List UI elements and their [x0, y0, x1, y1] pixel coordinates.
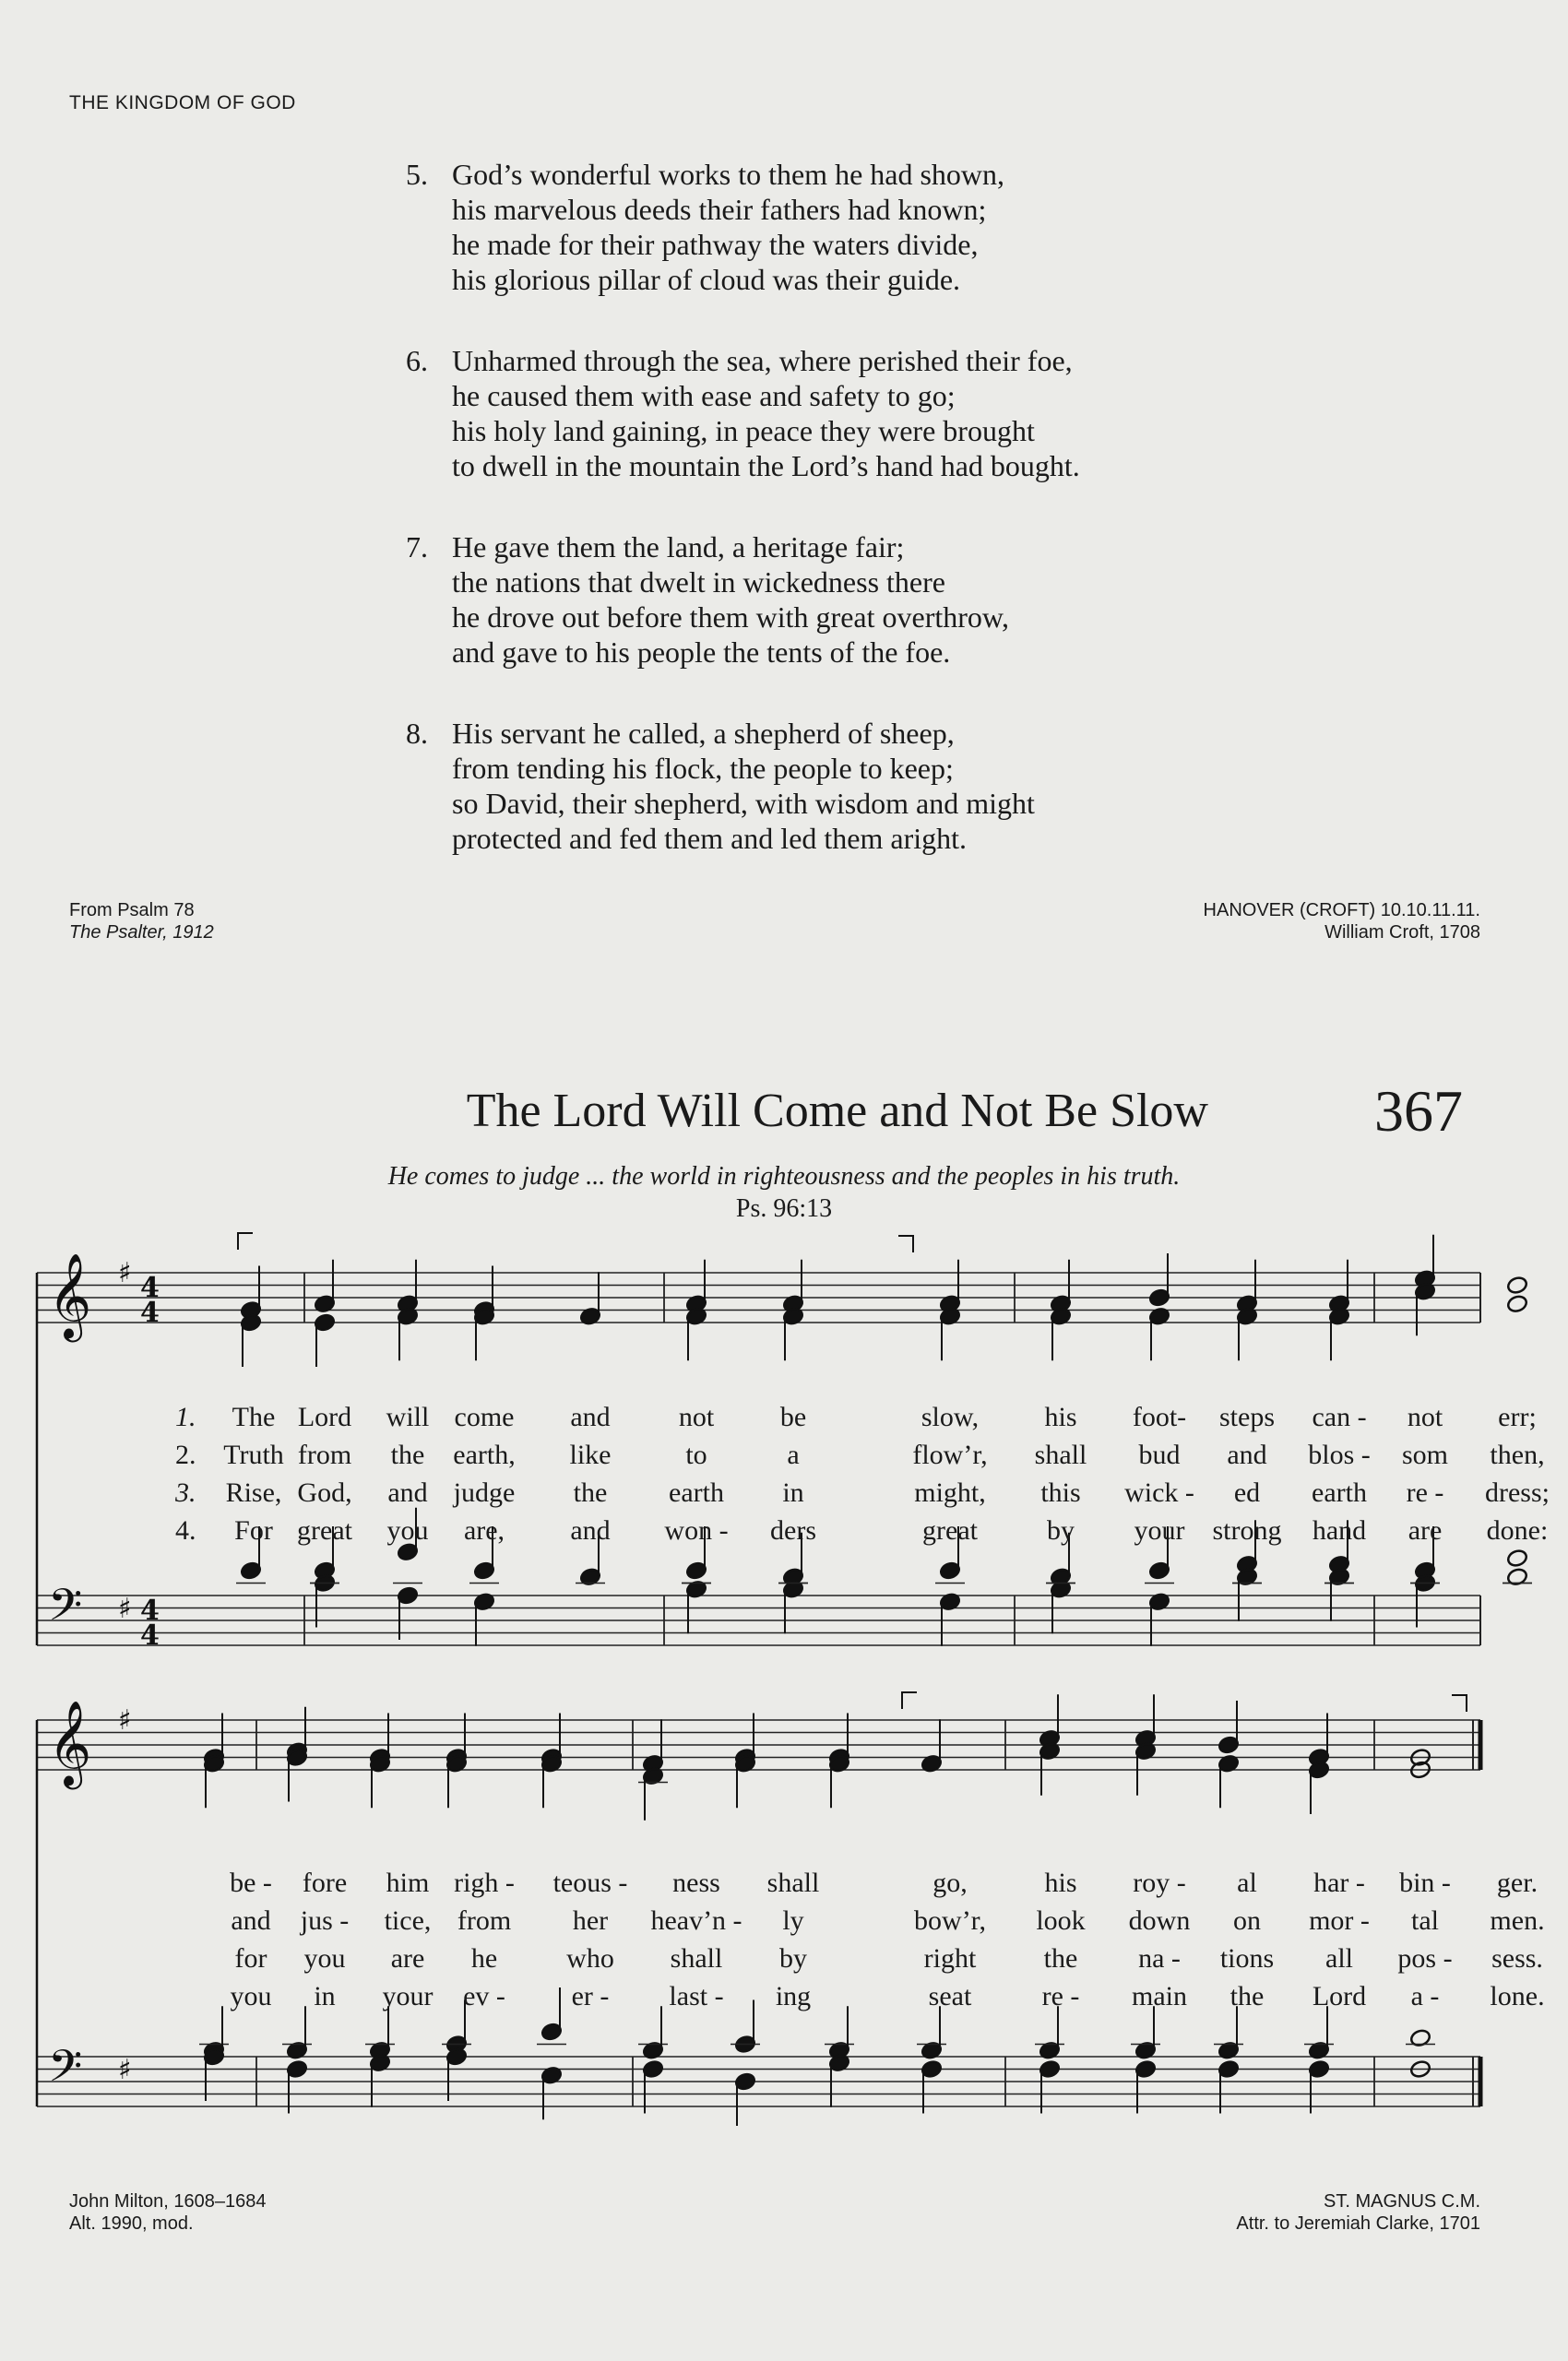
tune-composer: William Croft, 1708 [1324, 922, 1480, 943]
lyric-syllable: then, [1490, 1440, 1545, 1470]
text-source: From Psalm 78 [69, 900, 195, 920]
epigraph: He comes to judge ... the world in righteousness and the peoples in his truth. [387, 1162, 1181, 1191]
lyric-syllable: the [1043, 1943, 1078, 1974]
sharp-key-signature: ♯ [118, 2054, 132, 2086]
lyric-syllable: The [232, 1402, 276, 1432]
stanza-number: 6. [406, 344, 428, 377]
treble-clef: 𝄞 [48, 1252, 92, 1338]
lyric-syllable: done: [1486, 1515, 1549, 1546]
time-signature-top: 4 [140, 1595, 160, 1627]
lyric-syllable: God, [297, 1477, 352, 1508]
tune-name-367: ST. MAGNUS C.M. [1323, 2191, 1480, 2212]
lyric-syllable: earth [669, 1477, 724, 1508]
lyric-syllable: al [1237, 1868, 1257, 1898]
lyric-syllable: roy - [1133, 1868, 1186, 1898]
lyric-syllable: in [782, 1477, 804, 1508]
lyric-syllable: a [787, 1440, 800, 1470]
lyric-syllable: lone. [1490, 1981, 1545, 2011]
lyric-syllable: re - [1406, 1477, 1444, 1508]
lyric-syllable: Lord [297, 1402, 352, 1432]
lyric-syllable: great [922, 1515, 978, 1546]
stanza-number: 7. [406, 530, 428, 564]
stanza-line: God’s wonderful works to them he had shown, [452, 158, 1005, 191]
lyric-syllable: main [1132, 1981, 1187, 2011]
lyric-syllable: fore [302, 1868, 348, 1898]
lyric-syllable: look [1036, 1905, 1086, 1936]
lyric-syllable: judge [453, 1477, 516, 1508]
stanza-line: protected and fed them and led them aright. [452, 822, 968, 855]
verse-number: 4. [175, 1515, 196, 1546]
stanza-line: he caused them with ease and safety to go; [452, 379, 956, 412]
note-head [1506, 1548, 1528, 1568]
lyric-syllable: he [470, 1943, 498, 1974]
phrase-bracket-start [902, 1692, 917, 1709]
lyric-syllable: ing [775, 1981, 812, 2011]
lyric-syllable: men. [1490, 1905, 1545, 1936]
lyric-syllable: and [570, 1515, 611, 1546]
lyric-syllable: blos - [1308, 1440, 1371, 1470]
lyric-syllable: shall [1034, 1440, 1087, 1470]
lyric-syllable: the [390, 1440, 425, 1470]
stanza-line: to dwell in the mountain the Lord’s hand had bought. [452, 449, 1080, 482]
lyric-syllable: from [457, 1905, 512, 1936]
sharp-key-signature: ♯ [118, 1257, 132, 1289]
lyric-syllable: ed [1233, 1477, 1261, 1508]
lyric-syllable: right [923, 1943, 977, 1974]
stanza-line: his holy land gaining, in peace they were brought [452, 414, 1035, 447]
lyric-syllable: by [779, 1943, 807, 1974]
lyric-syllable: will [386, 1402, 430, 1432]
lyric-syllable: and [570, 1402, 611, 1432]
bass-clef: 𝄢 [48, 1579, 83, 1642]
lyric-syllable: you [303, 1943, 346, 1974]
lyric-syllable: seat [928, 1981, 972, 2011]
time-signature-top: 4 [140, 1272, 160, 1304]
lyric-syllable: in [314, 1981, 336, 2011]
lyric-syllable: Rise, [225, 1477, 282, 1508]
lyric-syllable: this [1040, 1477, 1081, 1508]
lyric-syllable: his [1044, 1868, 1077, 1898]
lyric-syllable: might, [914, 1477, 986, 1508]
lyric-syllable: from [297, 1440, 352, 1470]
lyric-syllable: bud [1138, 1440, 1181, 1470]
lyric-syllable: tions [1219, 1943, 1275, 1974]
text-source-2: The Psalter, 1912 [69, 922, 214, 943]
lyric-syllable: are [390, 1943, 425, 1974]
stanza-line: His servant he called, a shepherd of sheep, [452, 717, 955, 750]
lyric-syllable: you [230, 1981, 272, 2011]
lyric-syllable: dress; [1485, 1477, 1550, 1508]
lyric-syllable: har - [1313, 1868, 1365, 1898]
hymn-number: 367 [1374, 1078, 1463, 1144]
lyric-syllable: er - [571, 1981, 610, 2011]
lyric-syllable: bow’r, [914, 1905, 986, 1936]
lyric-syllable: ness [672, 1868, 720, 1898]
stanza-line: his glorious pillar of cloud was their guide. [452, 263, 961, 296]
stanza-line: the nations that dwelt in wickedness there [452, 565, 945, 599]
lyric-syllable: ly [782, 1905, 804, 1936]
verse-number: 1. [175, 1402, 196, 1432]
sharp-key-signature: ♯ [118, 1704, 132, 1737]
lyric-syllable: tice, [384, 1905, 432, 1936]
lyric-syllable: earth, [453, 1440, 516, 1470]
note-head [1506, 1294, 1528, 1313]
tune-name: HANOVER (CROFT) 10.10.11.11. [1203, 900, 1480, 920]
lyric-syllable: re - [1041, 1981, 1080, 2011]
stanza-number: 8. [406, 717, 428, 750]
lyric-syllable: are, [463, 1515, 505, 1546]
lyric-syllable: err; [1498, 1402, 1537, 1432]
lyric-syllable: for [234, 1943, 267, 1974]
lyric-syllable: For [234, 1515, 273, 1546]
lyric-syllable: not [1407, 1402, 1443, 1432]
lyric-syllable: shall [766, 1868, 820, 1898]
lyric-syllable: by [1047, 1515, 1075, 1546]
lyric-syllable: your [1134, 1515, 1185, 1546]
epigraph-reference: Ps. 96:13 [735, 1194, 833, 1223]
lyric-syllable: ev - [463, 1981, 505, 2011]
author-credit [69, 2190, 267, 2235]
time-signature-bottom: 4 [140, 1297, 160, 1329]
lyric-syllable: to [685, 1440, 707, 1470]
composer-367: Attr. to Jeremiah Clarke, 1701 [1236, 2213, 1480, 2234]
lyric-syllable: go, [932, 1868, 968, 1898]
lyric-syllable: like [569, 1440, 612, 1470]
lyric-syllable: tal [1411, 1905, 1439, 1936]
stanza-line: so David, their shepherd, with wisdom and might [452, 787, 1035, 820]
lyric-syllable: him [386, 1868, 430, 1898]
tune-credit-367 [1236, 2190, 1480, 2235]
lyric-syllable: come [454, 1402, 515, 1432]
lyric-syllable: ger. [1496, 1868, 1538, 1898]
phrase-bracket-end [898, 1236, 913, 1252]
lyric-syllable: great [297, 1515, 352, 1546]
stanza-line: Unharmed through the sea, where perished their foe, [452, 344, 1073, 377]
phrase-bracket-end [1452, 1695, 1467, 1712]
lyric-syllable: Truth [223, 1440, 284, 1470]
lyric-syllable: mor - [1309, 1905, 1370, 1936]
lyric-syllable: bin - [1399, 1868, 1451, 1898]
lyric-syllable: who [566, 1943, 614, 1974]
lyric-syllable: slow, [921, 1402, 980, 1432]
lyric-syllable: can - [1312, 1402, 1367, 1432]
lyric-syllable: your [382, 1981, 434, 2011]
lyric-syllable: be - [230, 1868, 272, 1898]
lyric-syllable: shall [670, 1943, 723, 1974]
bass-clef: 𝄢 [48, 2040, 83, 2103]
lyric-syllable: be [779, 1402, 807, 1432]
stanza-line: his marvelous deeds their fathers had known; [452, 193, 987, 226]
lyric-syllable: the [1229, 1981, 1265, 2011]
section-header: THE KINGDOM OF GOD [69, 92, 296, 113]
time-signature-bottom: 4 [140, 1619, 160, 1652]
lyric-syllable: not [678, 1402, 715, 1432]
lyric-syllable: and [231, 1905, 271, 1936]
lyric-syllable: foot- [1132, 1402, 1187, 1432]
lyric-syllable: steps [1219, 1402, 1275, 1432]
stanza-line: from tending his flock, the people to keep; [452, 752, 954, 785]
lyric-syllable: the [573, 1477, 608, 1508]
lyric-syllable: na - [1138, 1943, 1181, 1974]
alteration: Alt. 1990, mod. [69, 2213, 194, 2234]
lyric-syllable: down [1128, 1905, 1191, 1936]
lyric-syllable: and [387, 1477, 428, 1508]
stanza-line: he made for their pathway the waters divide, [452, 228, 979, 261]
lyric-syllable: all [1325, 1943, 1353, 1974]
lyric-syllable: Lord [1312, 1981, 1367, 2011]
author: John Milton, 1608–1684 [69, 2191, 267, 2212]
stanza-line: he drove out before them with great overthrow, [452, 600, 1009, 634]
sharp-key-signature: ♯ [118, 1593, 132, 1625]
lyric-syllable: wick - [1124, 1477, 1194, 1508]
lyric-syllable: earth [1312, 1477, 1367, 1508]
verse-number: 3. [175, 1477, 196, 1508]
lyric-syllable: her [572, 1905, 609, 1936]
lyric-syllable: pos - [1397, 1943, 1453, 1974]
lyric-syllable: teous - [552, 1868, 628, 1898]
lyric-syllable: righ - [454, 1868, 515, 1898]
lyric-syllable: flow’r, [912, 1440, 988, 1470]
lyric-syllable: heav’n - [650, 1905, 742, 1936]
lyric-syllable: won - [664, 1515, 729, 1546]
hymn-title: The Lord Will Come and Not Be Slow [466, 1085, 1208, 1137]
lyric-syllable: are [1408, 1515, 1443, 1546]
lyric-syllable: you [386, 1515, 429, 1546]
lyric-syllable: ders [770, 1515, 816, 1546]
stanza-line: He gave them the land, a heritage fair; [452, 530, 905, 564]
phrase-bracket-start [238, 1233, 253, 1250]
lyric-syllable: sess. [1491, 1943, 1543, 1974]
lyric-syllable: som [1401, 1440, 1449, 1470]
lyric-syllable: last - [669, 1981, 724, 2011]
lyric-syllable: strong [1212, 1515, 1282, 1546]
lyric-syllable: his [1044, 1402, 1077, 1432]
lyric-syllable: on [1233, 1905, 1261, 1936]
lyric-syllable: a - [1410, 1981, 1440, 2011]
stanza-line: and gave to his people the tents of the foe. [452, 635, 951, 669]
stanza-number: 5. [406, 158, 428, 191]
lyric-syllable: and [1227, 1440, 1267, 1470]
treble-clef: 𝄞 [48, 1700, 92, 1786]
verse-number: 2. [175, 1440, 196, 1470]
note-head [1506, 1275, 1528, 1295]
lyric-syllable: jus - [300, 1905, 350, 1936]
lyric-syllable: hand [1312, 1515, 1367, 1546]
